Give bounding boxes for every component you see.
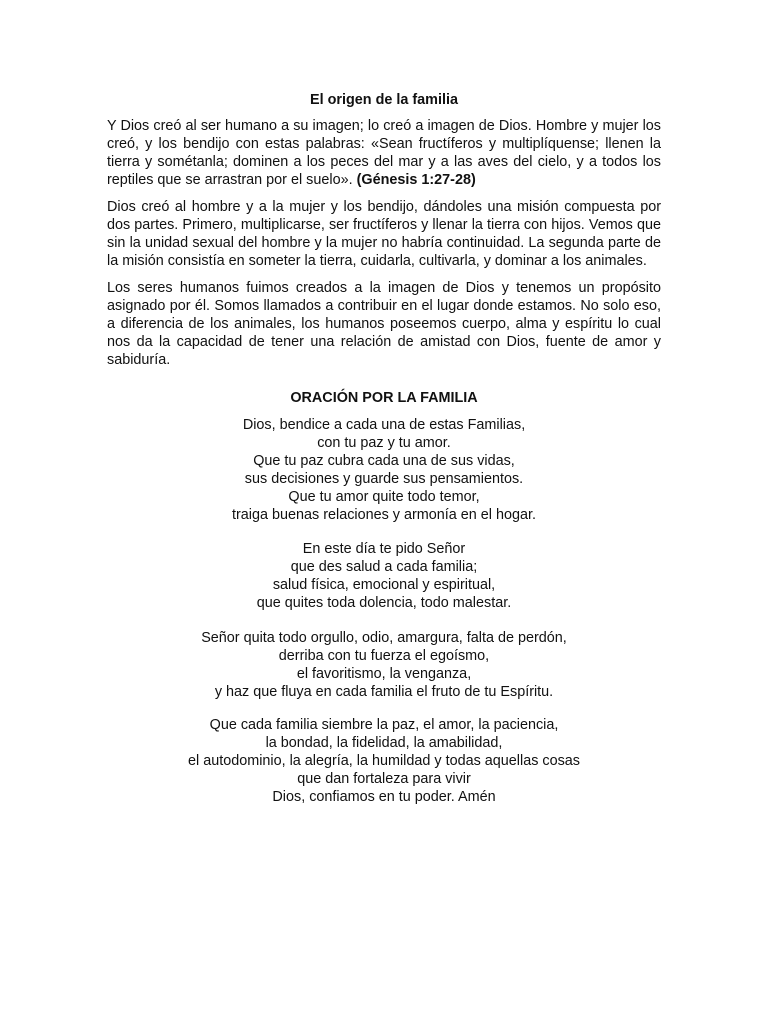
prayer-line: sus decisiones y guarde sus pensamientos. xyxy=(244,471,524,487)
bible-reference: (Génesis 1:27-28) xyxy=(356,172,476,188)
prayer-line: salud física, emocional y espiritual, xyxy=(272,577,496,593)
prayer-title: ORACIÓN POR LA FAMILIA xyxy=(290,390,478,406)
prayer-line: Que cada familia siembre la paz, el amor, la paciencia, xyxy=(209,717,559,733)
prayer-stanza-1 xyxy=(100,416,668,524)
prayer-line: que quites toda dolencia, todo malestar. xyxy=(256,595,512,611)
prayer-line: la bondad, la fidelidad, la amabilidad, xyxy=(265,735,503,751)
paragraph-text: Y Dios creó al ser humano a su imagen; lo creó a imagen de Dios. Hombre y mujer los creó, y los bendijo con estas palabras: «Sean fructíferos y multiplíquense; llenen la tierra y sométanla; dominen a los peces del mar y a las aves del cielo, y a todos los reptiles que se arrastran por el suelo». xyxy=(107,118,661,188)
prayer-line: Dios, confiamos en tu poder. Amén xyxy=(272,789,496,805)
prayer-stanza-3 xyxy=(100,629,668,701)
prayer-line: el autodominio, la alegría, la humildad y todas aquellas cosas xyxy=(188,753,580,769)
prayer-line: Dios, bendice a cada una de estas Familias, xyxy=(242,417,526,433)
prayer-stanza-2 xyxy=(100,540,668,612)
paragraph-genesis-quote xyxy=(107,117,661,189)
prayer-line: En este día te pido Señor xyxy=(302,541,466,557)
prayer-line: y haz que fluya en cada familia el fruto de tu Espíritu. xyxy=(214,684,554,700)
prayer-stanza-4 xyxy=(100,716,668,806)
prayer-line: traiga buenas relaciones y armonía en el hogar. xyxy=(232,507,536,523)
prayer-line: Que tu paz cubra cada una de sus vidas, xyxy=(253,453,515,469)
prayer-line: que des salud a cada familia; xyxy=(290,559,478,575)
paragraph-purpose: Los seres humanos fuimos creados a la imagen de Dios y tenemos un propósito asignado por él. Somos llamados a contribuir en el lugar donde estamos. No solo eso, a diferencia de los animales, los humanos poseemos cuerpo, alma y espíritu lo cual nos da la capacidad de tener una relación de amistad con Dios, fuente de amor y sabiduría. xyxy=(107,280,661,368)
paragraph-mission: Dios creó al hombre y a la mujer y los bendijo, dándoles una misión compuesta por dos partes. Primero, multiplicarse, ser fructíferos y llenar la tierra con hijos. Vemos que sin la unidad sexual del hombre y la mujer no habría continuidad. La segunda parte de la misión consistía en someter la tierra, cuidarla, cultivarla, y dominar a los animales. xyxy=(107,199,661,269)
prayer-line: Señor quita todo orgullo, odio, amargura, falta de perdón, xyxy=(201,630,567,646)
prayer-line: derriba con tu fuerza el egoísmo, xyxy=(278,648,490,664)
prayer-line: que dan fortaleza para vivir xyxy=(297,771,471,787)
document-title: El origen de la familia xyxy=(310,92,458,108)
prayer-line: Que tu amor quite todo temor, xyxy=(288,489,480,505)
prayer-line: el favoritismo, la venganza, xyxy=(296,666,472,682)
prayer-line: con tu paz y tu amor. xyxy=(317,435,451,451)
